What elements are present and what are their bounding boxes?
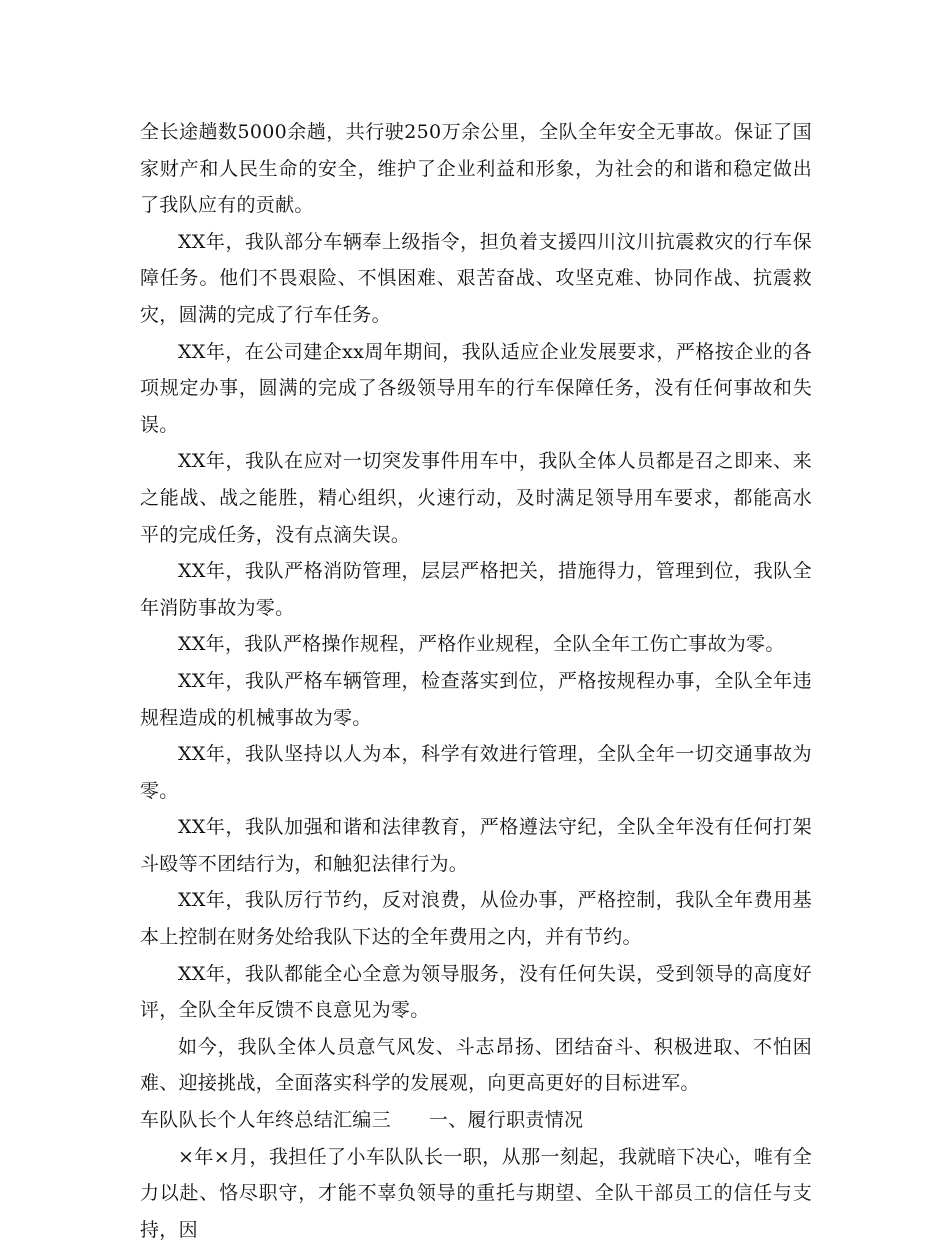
paragraph: XX年，我队都能全心全意为领导服务，没有任何失误，受到领导的高度好评，全队全年反馈不良意见为零。 <box>140 962 812 1022</box>
paragraph: XX年，我队严格操作规程，严格作业规程，全队全年工伤亡事故为零。 <box>178 633 785 656</box>
paragraph: XX年，我队坚持以人为本，科学有效进行管理，全队全年一切交通事故为零。 <box>140 743 812 802</box>
section-heading: 一、履行职责情况 <box>428 1109 584 1132</box>
paragraph: XX年，我队厉行节约，反对浪费，从俭办事，严格控制，我队全年费用基本上控制在财务处给我队下达的全年费用之内，并有节约。 <box>140 889 812 949</box>
paragraph: 全长途趟数5000余趟，共行驶250万余公里，全队全年安全无事故。保证了国家财产和人民生命的安全，维护了企业利益和形象，为社会的和谐和稳定做出了我队应有的贡献。 <box>140 121 812 217</box>
paragraph: XX年，我队部分车辆奉上级指令，担负着支援四川汶川抗震救灾的行车保障任务。他们不畏艰险、不惧困难、艰苦奋战、攻坚克难、协同作战、抗震救灾，圆满的完成了行车任务。 <box>140 230 812 326</box>
section-heading-line <box>140 1102 812 1139</box>
document-body <box>140 114 812 1248</box>
paragraph: XX年，我队加强和谐和法律教育，严格遵法守纪，全队全年没有任何打架斗殴等不团结行为，和触犯法律行为。 <box>140 816 812 875</box>
paragraph: XX年，我队严格车辆管理，检查落实到位，严格按规程办事，全队全年违规程造成的机械事故为零。 <box>140 669 812 729</box>
paragraph: XX年，我队在应对一切突发事件用车中，我队全体人员都是召之即来、来之能战、战之能胜，精心组织，火速行动，及时满足领导用车要求，都能高水平的完成任务，没有点滴失误。 <box>140 450 812 546</box>
paragraph: XX年，我队严格消防管理，层层严格把关，措施得力，管理到位，我队全年消防事故为零。 <box>140 560 812 619</box>
paragraph: ×年×月，我担任了小车队队长一职，从那一刻起，我就暗下决心，唯有全力以赴、恪尽职守，才能不辜负领导的重托与期望、全队干部员工的信任与支持，因 <box>140 1145 812 1241</box>
document-title: 车队队长个人年终总结汇编三 <box>140 1109 391 1132</box>
paragraph: 如今，我队全体人员意气风发、斗志昂扬、团结奋斗、积极进取、不怕困难、迎接挑战，全面落实科学的发展观，向更高更好的目标进军。 <box>140 1035 812 1095</box>
paragraph: XX年，在公司建企xx周年期间，我队适应企业发展要求，严格按企业的各项规定办事，圆满的完成了各级领导用车的行车保障任务，没有任何事故和失误。 <box>140 340 812 436</box>
